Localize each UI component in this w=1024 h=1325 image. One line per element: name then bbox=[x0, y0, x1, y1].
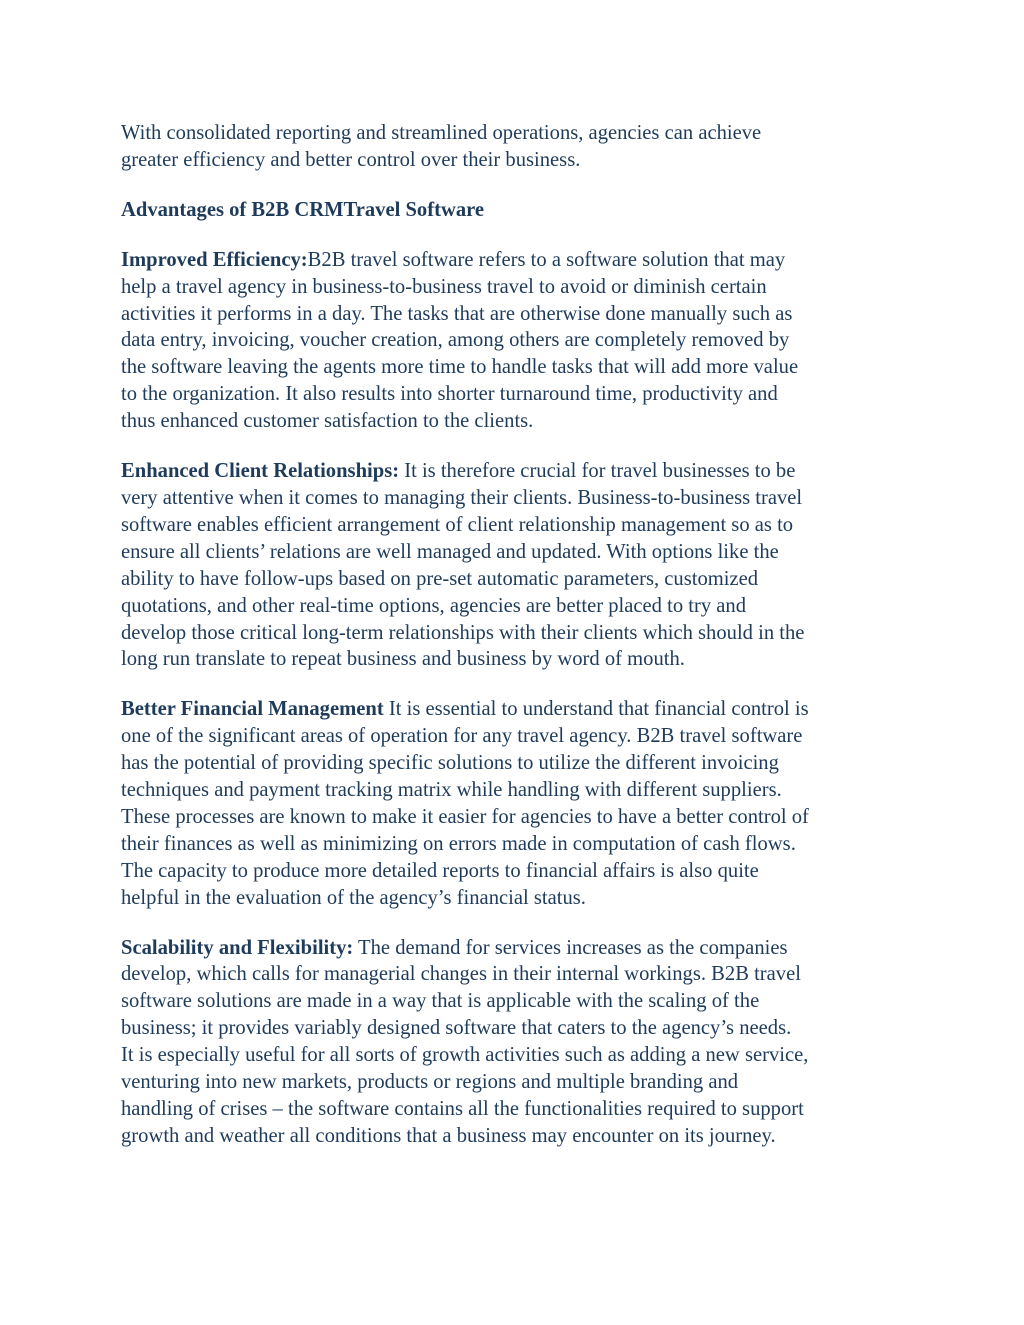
paragraph-lead: Improved Efficiency: bbox=[121, 248, 308, 271]
paragraph-line: to the organization. It also results into shorter turnaround time, productivity and bbox=[121, 383, 778, 406]
paragraph-line: develop, which calls for managerial changes in their internal workings. B2B travel bbox=[121, 963, 801, 986]
paragraph-lead: Scalability and Flexibility: bbox=[121, 936, 354, 959]
paragraph-line: These processes are known to make it easier for agencies to have a better control of bbox=[121, 805, 809, 828]
paragraph-line: The capacity to produce more detailed reports to financial affairs is also quite bbox=[121, 859, 759, 882]
paragraph-first-line-text: B2B travel software refers to a software solution that may bbox=[307, 248, 786, 271]
paragraph-line: data entry, invoicing, voucher creation, among others are completely removed by bbox=[121, 329, 790, 352]
paragraph-line: one of the significant areas of operation for any travel agency. B2B travel software bbox=[121, 725, 803, 748]
paragraph-line: business; it provides variably designed software that caters to the agency’s needs. bbox=[121, 1017, 792, 1040]
intro-paragraph bbox=[121, 120, 911, 174]
paragraph-first-line bbox=[121, 458, 911, 485]
paragraph-first-line-text: The demand for services increases as the companies bbox=[353, 936, 788, 959]
intro-line: greater efficiency and better control over their business. bbox=[121, 148, 581, 171]
paragraph-lead: Enhanced Client Relationships: bbox=[121, 460, 400, 483]
paragraph-first-line-text: It is essential to understand that financial control is bbox=[383, 698, 809, 721]
paragraph-line: thus enhanced customer satisfaction to the clients. bbox=[121, 410, 534, 433]
paragraph-line: has the potential of providing specific solutions to utilize the different invoicing bbox=[121, 752, 779, 775]
paragraph-improved-efficiency bbox=[121, 247, 911, 435]
paragraph-line: growth and weather all conditions that a business may encounter on its journey. bbox=[121, 1124, 776, 1147]
paragraph-first-line bbox=[121, 696, 911, 723]
paragraph-line: It is especially useful for all sorts of growth activities such as adding a new service, bbox=[121, 1044, 809, 1067]
intro-line: With consolidated reporting and streamlined operations, agencies can achieve bbox=[121, 122, 762, 144]
paragraph-line: the software leaving the agents more time to handle tasks that will add more value bbox=[121, 356, 799, 379]
paragraph-line: software enables efficient arrangement of client relationship management so as to bbox=[121, 513, 794, 536]
paragraph-first-line-text: It is therefore crucial for travel businesses to be bbox=[399, 460, 796, 483]
paragraph-line: help a travel agency in business-to-business travel to avoid or diminish certain bbox=[121, 275, 767, 298]
paragraph-line: venturing into new markets, products or regions and multiple branding and bbox=[121, 1071, 739, 1094]
paragraph-line: very attentive when it comes to managing their clients. Business-to-business travel bbox=[121, 486, 803, 509]
paragraph-line: techniques and payment tracking matrix while handling with different suppliers. bbox=[121, 779, 782, 802]
paragraph-line: their finances as well as minimizing on errors made in computation of cash flows. bbox=[121, 832, 796, 855]
paragraph-line: long run translate to repeat business and business by word of mouth. bbox=[121, 648, 685, 671]
paragraph-lead: Better Financial Management bbox=[121, 698, 384, 721]
paragraph-line: quotations, and other real-time options, agencies are better placed to try and bbox=[121, 594, 747, 617]
paragraph-first-line bbox=[121, 247, 911, 274]
paragraph-enhanced-client-relationships bbox=[121, 458, 911, 673]
paragraph-line: helpful in the evaluation of the agency’s financial status. bbox=[121, 886, 586, 909]
paragraph-first-line bbox=[121, 935, 911, 962]
paragraph-line: develop those critical long-term relationships with their clients which should in the bbox=[121, 621, 805, 644]
paragraph-line: ensure all clients’ relations are well managed and updated. With options like the bbox=[121, 540, 779, 563]
section-heading: Advantages of B2B CRMTravel Software bbox=[121, 198, 485, 221]
paragraph-line: activities it performs in a day. The tasks that are otherwise done manually such as bbox=[121, 302, 793, 325]
paragraph-scalability-flexibility bbox=[121, 935, 911, 1150]
paragraph-line: software solutions are made in a way that is applicable with the scaling of the bbox=[121, 990, 760, 1013]
paragraph-line: handling of crises – the software contains all the functionalities required to support bbox=[121, 1098, 804, 1120]
paragraph-line: ability to have follow-ups based on pre-set automatic parameters, customized bbox=[121, 567, 759, 590]
paragraph-better-financial-management bbox=[121, 696, 911, 911]
document-page bbox=[121, 120, 911, 1173]
